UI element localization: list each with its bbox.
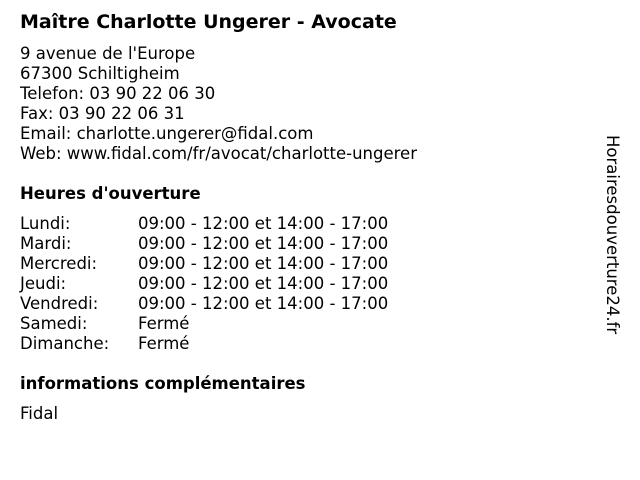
info-text: Fidal [20, 404, 59, 423]
day-label: Mardi: [20, 234, 72, 253]
phone-number: Telefon: 03 90 22 06 30 [20, 84, 216, 103]
day-label: Samedi: [20, 314, 88, 333]
site-watermark: Horairesdouverture24.fr [603, 135, 622, 335]
page-title: Maître Charlotte Ungerer - Avocate [20, 11, 397, 33]
address-city: 67300 Schiltigheim [20, 64, 180, 83]
hours-heading: Heures d'ouverture [20, 184, 201, 203]
day-label: Dimanche: [20, 334, 110, 353]
contact-block [20, 44, 417, 164]
time-value: 09:00 - 12:00 et 14:00 - 17:00 [138, 234, 389, 253]
time-value: 09:00 - 12:00 et 14:00 - 17:00 [138, 294, 389, 313]
time-value: 09:00 - 12:00 et 14:00 - 17:00 [138, 214, 389, 233]
time-value: 09:00 - 12:00 et 14:00 - 17:00 [138, 274, 389, 293]
day-label: Vendredi: [20, 294, 99, 313]
info-heading: informations complémentaires [20, 374, 306, 393]
fax-number: Fax: 03 90 22 06 31 [20, 104, 185, 123]
address-street: 9 avenue de l'Europe [20, 44, 196, 63]
time-value: 09:00 - 12:00 et 14:00 - 17:00 [138, 254, 389, 273]
day-label: Jeudi: [20, 274, 67, 293]
website-link: Web: www.fidal.com/fr/avocat/charlotte-ungerer [20, 144, 417, 163]
day-label: Mercredi: [20, 254, 98, 273]
time-value: Fermé [138, 334, 190, 353]
email-address: Email: charlotte.ungerer@fidal.com [20, 124, 314, 143]
day-label: Lundi: [20, 214, 71, 233]
time-value: Fermé [138, 314, 190, 333]
